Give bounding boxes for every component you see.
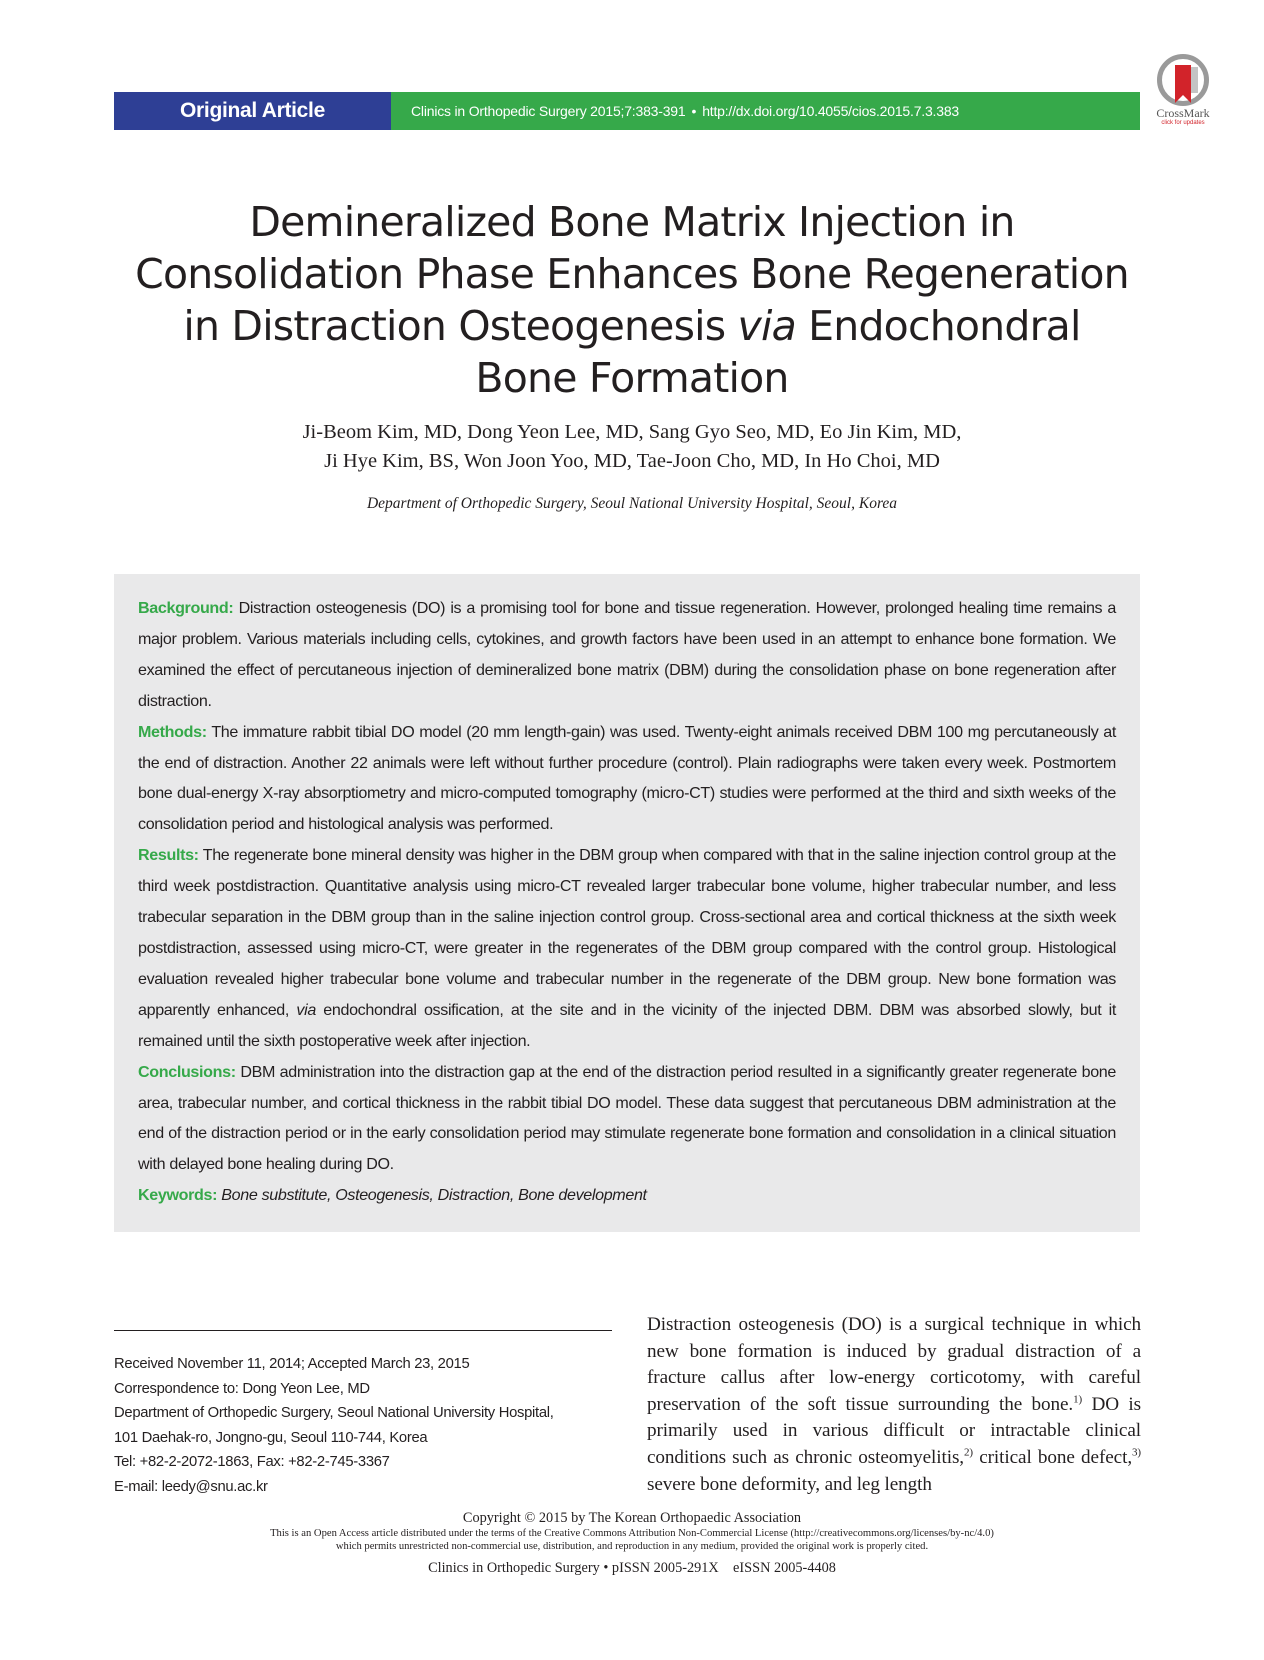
abstract-background — [138, 593, 1116, 717]
title-line-3-start: in Distraction Osteogenesis — [183, 302, 738, 350]
page-footer — [100, 1509, 1164, 1578]
title-line-3 — [100, 300, 1164, 352]
methods-label: Methods: — [138, 722, 207, 741]
crossmark-sublabel: click for updates — [1161, 120, 1205, 126]
results-text-end: endochondral ossification, at the site and in the vicinity of the injected DBM. DBM was absorbed slowly, but it remained until the sixth postoperative week after injection. — [138, 1000, 1117, 1050]
issn-numbers: pISSN 2005-291X eISSN 2005-4408 — [611, 1560, 836, 1576]
footer-bullet: • — [603, 1560, 609, 1576]
article-title — [100, 196, 1164, 404]
journal-header — [114, 92, 1140, 130]
license-line-1: This is an Open Access article distributed under the terms of the Creative Commons Attribution Non-Commercial License (http://creativecommons.org/licenses/by-nc/4.0) — [270, 1528, 994, 1539]
keywords-text: Bone substitute, Osteogenesis, Distraction, Bone development — [221, 1186, 647, 1205]
abstract-keywords — [138, 1180, 1116, 1211]
abstract-conclusions — [138, 1057, 1116, 1181]
body-sentence-4: severe bone deformity, and leg length — [647, 1473, 932, 1495]
crossmark-badge[interactable] — [1148, 54, 1218, 134]
title-line-2: Consolidation Phase Enhances Bone Regeneration — [135, 250, 1129, 298]
article-type-label: Original Article — [114, 92, 391, 130]
reference-1[interactable]: 1) — [1073, 1393, 1083, 1406]
crossmark-icon — [1157, 54, 1209, 106]
author-line-2: Ji Hye Kim, BS, Won Joon Yoo, MD, Tae-Joon Cho, MD, In Ho Choi, MD — [324, 450, 940, 472]
abstract-methods — [138, 717, 1116, 841]
abstract-results — [138, 840, 1116, 1056]
results-italic-via: via — [296, 1000, 316, 1019]
author-line-1: Ji-Beom Kim, MD, Dong Yeon Lee, MD, Sang Gyo Seo, MD, Eo Jin Kim, MD, — [302, 421, 962, 443]
reference-2[interactable]: 2) — [964, 1446, 973, 1459]
conclusions-text: DBM administration into the distraction gap at the end of the distraction period resulted in a significantly greater regenerate bone area, trabecular number, and cortical thickness in the rabbit tibial DO model. These data suggest that percutaneous DBM administration at the end of the distraction period or in the early consolidation period may stimulate regenerate bone formation and consolidation in a clinical situation with delayed bone healing during DO. — [138, 1062, 1117, 1174]
reference-3[interactable]: 3) — [1132, 1446, 1141, 1459]
bullet-separator: • — [691, 103, 697, 119]
body-sentence-3: critical bone defect, — [972, 1446, 1133, 1468]
doi-link[interactable]: http://dx.doi.org/10.4055/cios.2015.7.3.383 — [702, 103, 960, 119]
body-sentence-1: Distraction osteogenesis (DO) is a surgical technique in which new bone formation is induced by gradual distraction of a fracture callus after low-energy corticotomy, with careful preservation of the soft tissue surrounding the bone. — [647, 1314, 1141, 1415]
journal-issn-line — [100, 1558, 1164, 1578]
affiliation: Department of Orthopedic Surgery, Seoul National University Hospital, Seoul, Korea — [366, 495, 898, 512]
license-line-2: which permits unrestricted non-commercial use, distribution, and reproduction in any medium, provided the original work is properly cited. — [335, 1541, 929, 1552]
title-italic-via: via — [737, 302, 796, 350]
correspondence-address: 101 Daehak-ro, Jongno-gu, Seoul 110-744, Korea — [114, 1429, 428, 1446]
title-line-3-end: Endochondral — [795, 302, 1081, 350]
correspondence-block — [114, 1352, 614, 1500]
body-sentence-2: DO is primarily used in various difficult or intractable clinical conditions such as chronic osteomyelitis, — [647, 1393, 1141, 1468]
intro-paragraph — [647, 1312, 1141, 1498]
background-label: Background: — [138, 599, 234, 617]
crossmark-label: CrossMark — [1156, 106, 1210, 120]
correspondence-to: Correspondence to: Dong Yeon Lee, MD — [114, 1380, 370, 1397]
citation-bar — [391, 92, 1140, 130]
footnote-divider — [114, 1330, 612, 1331]
keywords-label: Keywords: — [138, 1186, 218, 1205]
correspondence-dept: Department of Orthopedic Surgery, Seoul National University Hospital, — [114, 1405, 554, 1422]
correspondence-phone: Tel: +82-2-2072-1863, Fax: +82-2-745-3367 — [114, 1454, 390, 1471]
title-line-1: Demineralized Bone Matrix Injection in — [249, 198, 1015, 246]
conclusions-label: Conclusions: — [138, 1062, 236, 1081]
author-list — [100, 418, 1164, 476]
copyright-notice: Copyright © 2015 by The Korean Orthopaedic Association — [462, 1510, 802, 1526]
background-text: Distraction osteogenesis (DO) is a promising tool for bone and tissue regeneration. However, prolonged healing time remains a major problem. Various materials including cells, cytokines, and growth factors have been used in an attempt to enhance bone formation. We examined the effect of percutaneous injection of demineralized bone matrix (DBM) during the consolidation phase on bone regeneration after distraction. — [138, 599, 1117, 710]
abstract-box — [114, 574, 1140, 1232]
title-line-4: Bone Formation — [475, 354, 789, 402]
methods-text: The immature rabbit tibial DO model (20 mm length-gain) was used. Twenty-eight animals received DBM 100 mg percutaneously at the end of distraction. Another 22 animals were left without further procedure (control). Plain radiographs were taken every week. Postmortem bone dual-energy X-ray absorptiometry and micro-computed tomography (micro-CT) studies were performed at the third and sixth weeks of the consolidation period and histological analysis was performed. — [138, 722, 1116, 834]
received-dates: Received November 11, 2014; Accepted March 23, 2015 — [114, 1356, 470, 1372]
results-text-start: The regenerate bone mineral density was higher in the DBM group when compared with that in the saline injection control group at the third week postdistraction. Quantitative analysis using micro-CT revealed larger trabecular bone volume, higher trabecular number, and less trabecular separation in the DBM group than in the saline injection control group. Cross-sectional area and cortical thickness at the sixth week postdistraction, assessed using micro-CT, were greater in the regenerates of the DBM group compared with the control group. Histological evaluation revealed higher trabecular bone volume and trabecular number in the regenerate of the DBM group. New bone formation was apparently enhanced, — [138, 846, 1116, 1019]
results-label: Results: — [138, 846, 199, 865]
correspondence-email[interactable]: E-mail: leedy@snu.ac.kr — [114, 1478, 268, 1495]
citation-text: Clinics in Orthopedic Surgery 2015;7:383-391 — [411, 103, 686, 119]
journal-name: Clinics in Orthopedic Surgery — [428, 1560, 600, 1576]
